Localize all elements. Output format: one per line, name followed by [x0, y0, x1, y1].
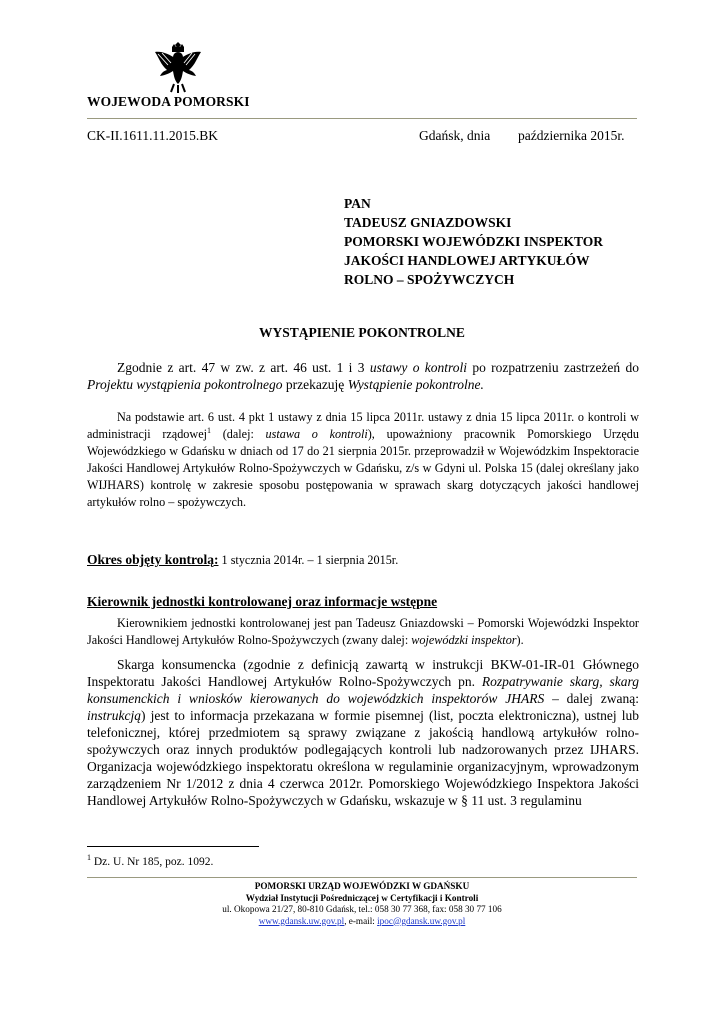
italic-run: ustawy o kontroli	[369, 360, 468, 375]
text-run: – dalej zwaną:	[544, 691, 639, 706]
italic-run: Wystąpienie pokontrolne.	[347, 377, 484, 392]
control-period-label: Okres objęty kontrolą:	[87, 552, 219, 567]
text-run: Na podstawie art. 6 ust. 4 pkt 1 ustawy z dnia 15 lipca 2011r. ustawy z dnia 15 lipca 2011r. o kontroli w administracji rządowej	[87, 410, 639, 441]
organization-name: WOJEWODA POMORSKI	[87, 94, 250, 109]
addressee-line: TADEUSZ GNIAZDOWSKI	[344, 215, 512, 230]
text-run: Skarga konsumencka (zgodnie z definicją zawartą w instrukcji BKW-01-IR-01 Głównego Inspektoratu Jakości Handlowej Artykułów Rolno-Spożywczych pn.	[87, 657, 639, 689]
email-prefix: , e-mail:	[344, 915, 378, 926]
footer-address: ul. Okopowa 21/27, 80-810 Gdańsk, tel.: 058 30 77 368, fax: 058 30 77 106	[222, 904, 502, 914]
text-run: Kierownikiem jednostki kontrolowanej jest pan Tadeusz Gniazdowski – Pomorski Wojewódzki Inspektor Jakości Handlowej Artykułów Rolno-Spożywczych (zwany dalej:	[87, 616, 639, 647]
footer-office: POMORSKI URZĄD WOJEWÓDZKI W GDAŃSKU	[254, 881, 470, 891]
email-link[interactable]: ipoc@gdansk.uw.gov.pl	[377, 915, 466, 926]
text-run: ).	[516, 633, 524, 647]
text-run: (dalej:	[211, 427, 266, 441]
addressee-line: JAKOŚCI HANDLOWEJ ARTYKUŁÓW	[344, 253, 590, 268]
addressee-line: PAN	[344, 196, 371, 211]
footer-department: Wydział Instytucji Pośredniczącej w Certyfikacji i Kontroli	[245, 892, 479, 903]
document-reference: CK-II.1611.11.2015.BK	[87, 128, 218, 143]
text-run: po rozpatrzeniu zastrzeżeń do	[467, 360, 639, 375]
addressee-line: POMORSKI WOJEWÓDZKI INSPEKTOR	[344, 234, 604, 249]
legal-basis-paragraph	[87, 409, 639, 511]
footer-contacts	[87, 916, 637, 928]
footnote	[87, 853, 214, 868]
italic-run: wojewódzki inspektor	[411, 633, 517, 647]
footnote-separator	[87, 846, 259, 847]
footnote-text: Dz. U. Nr 185, poz. 1092.	[91, 856, 214, 868]
footnote-reference: 1	[207, 425, 211, 435]
section-heading: Kierownik jednostki kontrolowanej oraz informacje wstępne	[87, 594, 438, 609]
unit-head-paragraph	[87, 615, 639, 649]
document-title: WYSTĄPIENIE POKONTROLNE	[259, 325, 465, 340]
text-run: przekazuję	[282, 377, 348, 392]
complaint-definition-paragraph	[87, 656, 639, 809]
website-link[interactable]: www.gdansk.uw.gov.pl	[258, 915, 345, 926]
header-divider	[87, 118, 637, 119]
italic-run: instrukcją	[87, 708, 141, 723]
intro-paragraph	[87, 359, 639, 393]
control-period	[87, 552, 398, 568]
polish-eagle-emblem	[153, 40, 203, 94]
addressee-line: ROLNO – SPOŻYWCZYCH	[344, 272, 515, 287]
page-footer	[87, 881, 637, 927]
text-run: ) jest to informacja przekazana w formie pisemnej (list, poczta elektroniczna), ustnej lub telefonicznej, której przedmiotem są sprawy związane z jakością handlową artykułów rolno-spożywczych oraz innych produktów podlegających kontroli lub nadzorowanych przez IJHARS. Organizacja wojewódzkiego inspektoratu określona w regulaminie organizacyjnym, wprowadzonym zarządzeniem Nr 1/2012 z dnia 4 czerwca 2012r. Pomorskiego Wojewódzkiego Inspektora Jakości Handlowej Artykułów Rolno-Spożywczych w Gdańsku, wskazuje w § 11 ust. 3 regulaminu	[87, 708, 639, 808]
footer-divider	[87, 877, 637, 878]
control-period-value: 1 stycznia 2014r. – 1 sierpnia 2015r.	[218, 553, 399, 567]
text-run: ), upoważniony pracownik Pomorskiego Urzędu Wojewódzkiego w Gdańsku w dniach od 17 do 21 sierpnia 2015r. przeprowadził w Wojewódzkim Inspektoracie Jakości Handlowej Artykułów Rolno-Spożywczych w Gdańsku, z/s w Gdyni ul. Polska 15 (dalej określany jako WIJHARS) kontrolę w zakresie sposobu postępowania w sprawach skarg dotyczących jakości handlowej artykułów rolno – spożywczych.	[87, 427, 639, 509]
letter-place: Gdańsk, dnia	[419, 128, 491, 143]
footnote-mark: 1	[87, 853, 91, 863]
letter-date: października 2015r.	[518, 128, 625, 143]
italic-run: Rozpatrywanie skarg, skarg konsumenckich i wniosków kierowanych do wojewódzkich inspektorów JHARS	[87, 674, 639, 706]
italic-run: ustawa o kontroli	[265, 427, 368, 441]
italic-run: Projektu wystąpienia pokontrolnego	[87, 377, 283, 392]
addressee-block	[344, 194, 603, 289]
text-run: Zgodnie z art. 47 w zw. z art. 46 ust. 1 i 3	[117, 360, 370, 375]
